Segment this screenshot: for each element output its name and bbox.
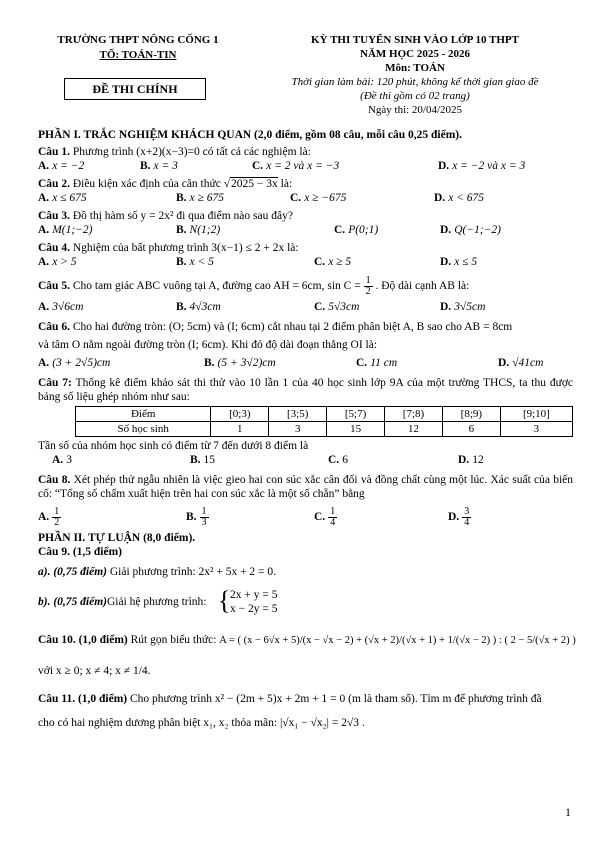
- school-year: NĂM HỌC 2025 - 2026: [360, 48, 470, 60]
- q9b-eq1: 2x + y = 5: [230, 589, 278, 601]
- q2-option-d: x < 675: [448, 192, 485, 204]
- q2-option-b: x ≥ 675: [189, 192, 224, 204]
- q5-tail: . Độ dài cạnh AB là:: [375, 280, 470, 292]
- q3-option-c: P(0;1): [348, 224, 379, 236]
- q1-option-b: x = 3: [153, 160, 178, 172]
- q8-option-b: $\frac{1}{3}$: [201, 506, 207, 528]
- q9a-text: Giải phương trình: 2x² + 5x + 2 = 0.: [109, 566, 277, 578]
- q4-option-c: x ≥ 5: [328, 256, 352, 268]
- q6-option-b: (5 + 3√2)cm: [217, 357, 276, 369]
- q7-option-c: 6: [342, 454, 348, 466]
- q8-options: A. $\frac{1}{2}$ B. $\frac{1}{3}$ C. $\frac{1}{4}$ D. $\frac{3}{4}$: [38, 506, 470, 528]
- q2-text: Điều kiện xác định của căn thức: [72, 178, 221, 190]
- question-10: [38, 633, 576, 648]
- q4-option-d: x ≤ 5: [454, 256, 478, 268]
- q3-option-b: N(1;2): [189, 224, 221, 236]
- question-3: [38, 209, 573, 223]
- question-6: [38, 320, 573, 334]
- subject: Môn: TOÁN: [385, 62, 445, 74]
- q10-expression: A = ( (x − 6√x + 5)/(x − √x − 2) + (√x + 2)/(√x + 1) + 1/(√x − 2) ) : ( 2 − 5/(√x + 2) ): [219, 635, 576, 646]
- pages-note: (Đề thi gồm có 02 trang): [360, 90, 470, 102]
- q5-option-c: 5√3cm: [328, 301, 360, 313]
- q8-text: Xét phép thử ngẫu nhiên là việc gieo hai con súc xắc cân đối và đồng chất cùng một lúc. Xác suất của biến cố: “Tổng số chấm xuất hiện trên hai con súc xắc là một số chẵn” bằng: [38, 474, 574, 500]
- question-5: [38, 275, 573, 297]
- table-cell: [8;9): [442, 407, 500, 422]
- q1-options: A. x = −2 B. x = 3 C. x = 2 và x = −3 D. x = −2 và x = 3: [38, 160, 526, 172]
- exam-content: [38, 128, 576, 730]
- q9b-text: Giải hệ phương trình:: [106, 596, 207, 608]
- q8-option-a: $\frac{1}{2}$: [54, 506, 60, 528]
- q6-option-d: √41cm: [512, 357, 544, 369]
- school-name: TRƯỜNG THPT NÔNG CỐNG 1: [57, 34, 219, 46]
- department-name: TỔ: TOÁN-TIN: [99, 49, 177, 61]
- q10-label: Câu 10. (1,0 điểm): [38, 634, 128, 646]
- q6-option-c: 11 cm: [370, 357, 398, 369]
- official-exam-box: ĐỀ THI CHÍNH: [64, 78, 206, 100]
- q9a-label: a). (0,75 điểm): [38, 566, 107, 578]
- q1-text: Phương trình (x+2)(x−3)=0 có tất cả các nghiệm là:: [72, 146, 311, 158]
- part1-heading: PHẦN I. TRẮC NGHIỆM KHÁCH QUAN (2,0 điểm, gồm 08 câu, mỗi câu 0,25 điểm).: [38, 129, 462, 141]
- q1-option-c: x = 2 và x = −3: [266, 160, 340, 172]
- exam-title: KỲ THI TUYỂN SINH VÀO LỚP 10 THPT: [311, 34, 519, 46]
- q2-tail: là:: [280, 178, 293, 190]
- q3-label: Câu 3.: [38, 210, 70, 222]
- exam-time: Thời gian làm bài: 120 phút, không kể thời gian giao đề: [291, 76, 539, 88]
- exam-date: Ngày thi: 20/04/2025: [367, 104, 463, 116]
- q5-option-a: 3√6cm: [52, 301, 84, 313]
- q3-option-d: Q(−1;−2): [454, 224, 502, 236]
- q1-label: Câu 1.: [38, 146, 70, 158]
- q7-label: Câu 7:: [38, 377, 72, 389]
- question-1: [38, 145, 573, 159]
- q4-text: Nghiệm của bất phương trình 3(x−1) ≤ 2 + 2x là:: [72, 242, 299, 254]
- q11-label: Câu 11. (1,0 điểm): [38, 693, 128, 705]
- table-cell: 12: [385, 422, 443, 437]
- question-4: [38, 241, 573, 255]
- table-header-students: Số học sinh: [76, 422, 211, 437]
- q6-options: A. (3 + 2√5)cm B. (5 + 3√2)cm C. 11 cm D. √41cm: [38, 357, 544, 369]
- table-cell: [3;5): [269, 407, 327, 422]
- q5-fraction: $\frac{1}{2}$: [365, 274, 371, 297]
- q5-options: A. 3√6cm B. 4√3cm C. 5√3cm D. 3√5cm: [38, 301, 486, 313]
- q1-option-d: x = −2 và x = 3: [452, 160, 526, 172]
- table-cell: [5;7): [327, 407, 385, 422]
- q7-text: Thống kê điểm khảo sát thi thử vào 10 lần 1 của 40 học sinh lớp 9A của một trường THCS, ta thu được bảng số liệu ghép nhóm như sau:: [38, 377, 574, 403]
- q5-option-d: 3√5cm: [454, 301, 486, 313]
- q6-label: Câu 6.: [38, 321, 70, 333]
- q8-option-d: $\frac{3}{4}$: [464, 506, 470, 528]
- table-row-groups: [76, 407, 573, 422]
- q7-option-b: 15: [203, 454, 216, 466]
- q7-question: Tần số của nhóm học sinh có điểm từ 7 đến dưới 8 điểm là: [38, 440, 309, 452]
- q9b-eq2: x − 2y = 5: [230, 603, 278, 615]
- q9b-label: b). (0,75 điểm): [38, 596, 107, 608]
- exam-header: [255, 33, 575, 117]
- q8-label: Câu 8.: [38, 474, 71, 486]
- q7-options: A. 3 B. 15 C. 6 D. 12: [52, 454, 484, 466]
- q6-option-a: (3 + 2√5)cm: [52, 357, 111, 369]
- question-11: [38, 692, 573, 706]
- q11-text: Cho phương trình x² − (2m + 5)x + 2m + 1 = 0 (m là tham số). Tìm m để phương trình đã: [130, 693, 542, 705]
- table-cell: 15: [327, 422, 385, 437]
- table-cell: [0;3): [211, 407, 269, 422]
- q4-option-a: x > 5: [52, 256, 77, 268]
- table-cell: [9;10]: [500, 407, 572, 422]
- q1-option-a: x = −2: [52, 160, 85, 172]
- q9-part-b: b). (0,75 điểm)Giải hệ phương trình: { 2x + y = 5 x − 2y = 5: [38, 586, 278, 615]
- q6-text: Cho hai đường tròn: (O; 5cm) và (I; 6cm) cắt nhau tại 2 điểm phân biệt A, B sao cho AB = 8cm: [72, 321, 513, 333]
- score-table: [75, 406, 573, 437]
- q4-label: Câu 4.: [38, 242, 70, 254]
- q9-part-a: [38, 565, 573, 579]
- q8-option-c: $\frac{1}{4}$: [330, 506, 336, 528]
- q10-condition: với x ≥ 0; x ≠ 4; x ≠ 1/4.: [38, 665, 151, 677]
- question-7: [38, 376, 573, 404]
- q2-option-c: x ≥ −675: [304, 192, 347, 204]
- q2-options: A. x ≤ 675 B. x ≥ 675 C. x ≥ −675 D. x < 675: [38, 192, 485, 204]
- table-row-counts: [76, 422, 573, 437]
- table-cell: 6: [442, 422, 500, 437]
- q11-text-2: cho có hai nghiệm dương phân biệt x₁, x₂ thỏa mãn: |√x₁ − √x₂| = 2√3 .: [38, 717, 365, 729]
- part2-heading: PHẦN II. TỰ LUẬN (8,0 điểm).: [38, 532, 196, 544]
- q7-option-a: 3: [66, 454, 72, 466]
- q6-text-2: và tâm O nằm ngoài đường tròn (I; 6cm). Khi đó độ dài đoạn thẳng OI là:: [38, 339, 378, 351]
- table-cell: 3: [269, 422, 327, 437]
- q5-label: Câu 5.: [38, 280, 70, 292]
- question-2: Câu 2. Điều kiện xác định của căn thức √2025 − 3x là:: [38, 178, 293, 190]
- q4-option-b: x < 5: [189, 256, 214, 268]
- question-8: [38, 473, 573, 501]
- page-number: 1: [565, 805, 571, 819]
- school-header: [38, 33, 238, 63]
- q5-text: Cho tam giác ABC vuông tại A, đường cao AH = 6cm, sin C =: [72, 280, 361, 292]
- q3-options: A. M(1;−2) B. N(1;2) C. P(0;1) D. Q(−1;−2): [38, 224, 502, 236]
- table-header-score: Điểm: [76, 407, 211, 422]
- table-cell: 1: [211, 422, 269, 437]
- table-cell: 3: [500, 422, 572, 437]
- q9-label: Câu 9. (1,5 điểm): [38, 546, 123, 558]
- table-cell: [7;8): [385, 407, 443, 422]
- q10-text: Rút gọn biểu thức:: [130, 634, 217, 646]
- q7-option-d: 12: [472, 454, 484, 466]
- q3-text: Đồ thị hàm số y = 2x² đi qua điểm nào sau đây?: [72, 210, 293, 222]
- q4-options: A. x > 5 B. x < 5 C. x ≥ 5 D. x ≤ 5: [38, 256, 478, 268]
- q2-option-a: x ≤ 675: [52, 192, 87, 204]
- q5-option-b: 4√3cm: [189, 301, 221, 313]
- q2-label: Câu 2.: [38, 178, 70, 190]
- q3-option-a: M(1;−2): [52, 224, 93, 236]
- q2-radicand: 2025 − 3x: [231, 178, 278, 190]
